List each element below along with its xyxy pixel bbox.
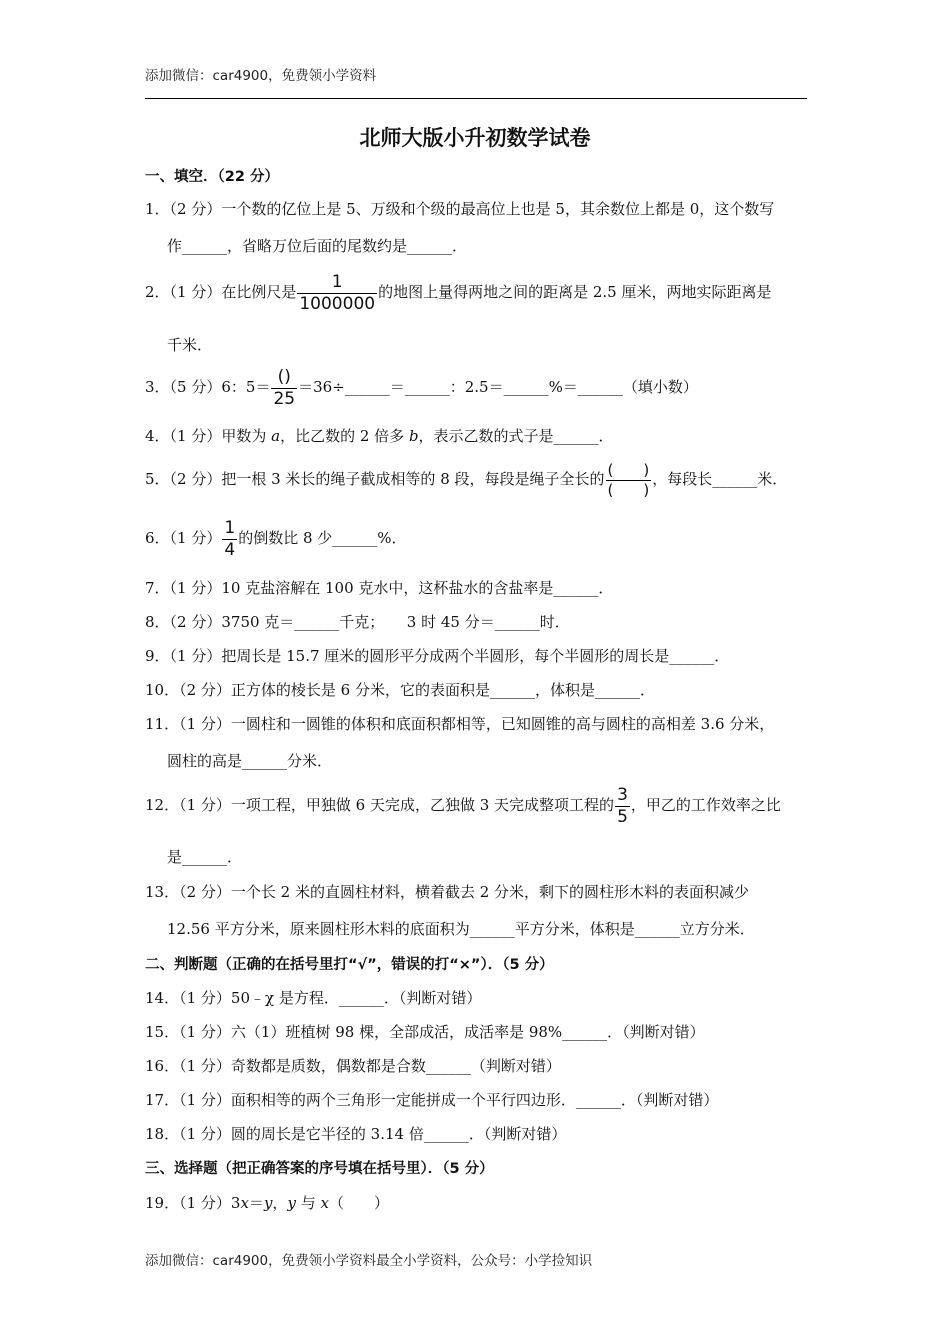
three-fifths-fraction bbox=[615, 784, 630, 827]
question-19-text-a: 19．（1 分）3 bbox=[145, 1194, 241, 1212]
question-12-text-b: ，甲乙的工作效率之比 bbox=[630, 796, 781, 814]
question-6-text-a: 6．（1 分） bbox=[145, 529, 222, 547]
question-13-line-1: 13．（2 分）一个长 2 米的直圆柱材料，横着截去 2 分米，剩下的圆柱形木料的表面积减少 bbox=[145, 883, 750, 901]
question-11-line-2: 圆柱的高是______分米． bbox=[167, 752, 333, 770]
page-header: 添加微信：car4900，免费领小学资料 bbox=[145, 68, 377, 84]
question-1-line-2: 作______，省略万位后面的尾数约是______． bbox=[167, 237, 468, 255]
equals-sign: ＝ bbox=[248, 1194, 264, 1212]
question-3-text-b: ＝36÷______＝______：2.5＝______%＝______（填小数） bbox=[298, 378, 698, 396]
question-2-text-a: 2．（1 分）在比例尺是 bbox=[145, 283, 297, 301]
section-choice-heading: 三、选择题（把正确答案的序号填在括号里）．（5 分） bbox=[145, 1161, 494, 1177]
question-12-line-2: 是______． bbox=[167, 848, 243, 866]
variable-x: x bbox=[240, 1194, 249, 1212]
fraction-denominator: 1000000 bbox=[299, 293, 376, 314]
variable-y: y bbox=[287, 1194, 296, 1212]
variable-x: x bbox=[320, 1194, 329, 1212]
fraction-numerator: () bbox=[277, 366, 291, 387]
question-12-text-a: 12．（1 分）一项工程，甲独做 6 天完成，乙独做 3 天完成整项工程的 bbox=[145, 796, 615, 814]
question-3 bbox=[145, 365, 698, 409]
question-6 bbox=[145, 516, 407, 560]
ratio-fraction bbox=[271, 366, 297, 409]
section-fill-heading: 一、填空．（22 分） bbox=[145, 169, 279, 185]
fraction-numerator: 3 bbox=[617, 784, 628, 805]
scale-fraction bbox=[297, 271, 377, 314]
page-title: 北师大版小升初数学试卷 bbox=[359, 126, 591, 150]
question-4-text-c: ，表示乙数的式子是______． bbox=[418, 427, 614, 445]
answer-parentheses: （ ） bbox=[328, 1194, 389, 1212]
question-4-text-b: ，比乙数的 2 倍多 bbox=[280, 427, 409, 445]
question-5-text-b: ，每段长______米． bbox=[652, 470, 788, 488]
question-4-text-a: 4．（1 分）甲数为 bbox=[145, 427, 272, 445]
question-19-text-d: 与 bbox=[295, 1194, 321, 1212]
question-7: 7．（1 分）10 克盐溶解在 100 克水中，这杯盐水的含盐率是______． bbox=[145, 579, 614, 597]
question-17: 17．（1 分）面积相等的两个三角形一定能拼成一个平行四边形．______．（判断对错） bbox=[145, 1091, 719, 1109]
question-16: 16．（1 分）奇数都是质数，偶数都是合数______（判断对错） bbox=[145, 1057, 561, 1075]
question-2-line-1 bbox=[145, 272, 771, 313]
question-2-line-2: 千米． bbox=[167, 336, 213, 354]
question-14: 14．（1 分）50﹣χ 是方程．______．（判断对错） bbox=[145, 989, 482, 1007]
fraction-denominator: ( ) bbox=[607, 480, 650, 499]
question-13-line-2: 12.56 平方分米，原来圆柱形木料的底面积为______平方分米，体积是______立方分米． bbox=[167, 920, 755, 938]
fraction-numerator: ( ) bbox=[607, 460, 650, 479]
page-footer: 添加微信：car4900，免费领小学资料最全小学资料，公众号：小学捡知识 bbox=[145, 1253, 593, 1269]
fraction-denominator: 5 bbox=[617, 806, 628, 827]
quarter-fraction bbox=[222, 517, 237, 560]
fraction-numerator: 1 bbox=[224, 517, 236, 538]
question-15: 15．（1 分）六（1）班植树 98 棵，全部成活，成活率是 98%______．（判断对错） bbox=[145, 1023, 705, 1041]
question-5-text-a: 5．（2 分）把一根 3 米长的绳子截成相等的 8 段，每段是绳子全长的 bbox=[145, 470, 605, 488]
variable-y: y bbox=[263, 1194, 273, 1212]
question-3-text-a: 3．（5 分）6：5＝ bbox=[145, 378, 271, 396]
question-4 bbox=[145, 425, 614, 446]
question-10: 10．（2 分）正方体的棱长是 6 分米，它的表面积是______，体积是______． bbox=[145, 681, 655, 699]
question-19 bbox=[145, 1192, 389, 1213]
variable-b: b bbox=[408, 427, 419, 445]
section-judge-heading: 二、判断题（正确的在括号里打“√”，错误的打“×”）．（5 分） bbox=[145, 957, 554, 973]
variable-a: a bbox=[271, 427, 281, 445]
comma: ， bbox=[272, 1194, 288, 1212]
question-9: 9．（1 分）把周长是 15.7 厘米的圆形平分成两个半圆形，每个半圆形的周长是______． bbox=[145, 647, 730, 665]
question-11-line-1: 11．（1 分）一圆柱和一圆锥的体积和底面积都相等，已知圆锥的高与圆柱的高相差 3.6 分米， bbox=[145, 715, 775, 733]
question-18: 18．（1 分）圆的周长是它半径的 3.14 倍______．（判断对错） bbox=[145, 1125, 567, 1143]
question-8: 8．（2 分）3750 克＝______千克； 3 时 45 分＝______时． bbox=[145, 613, 570, 631]
fraction-denominator: 25 bbox=[273, 388, 296, 409]
question-5 bbox=[145, 457, 787, 501]
question-2-text-b: 的地图上量得两地之间的距离是 2.5 厘米，两地实际距离是 bbox=[378, 283, 772, 301]
question-6-text-b: 的倒数比 8 少______%． bbox=[238, 529, 407, 547]
fraction-denominator: 4 bbox=[224, 539, 236, 560]
blank-fraction bbox=[606, 460, 652, 499]
fraction-numerator: 1 bbox=[331, 271, 343, 292]
question-12-line-1 bbox=[145, 783, 781, 827]
header-divider bbox=[145, 98, 807, 99]
question-1-line-1: 1．（2 分）一个数的亿位上是 5、万级和个级的最高位上也是 5，其余数位上都是 0，这个数写 bbox=[145, 200, 775, 218]
